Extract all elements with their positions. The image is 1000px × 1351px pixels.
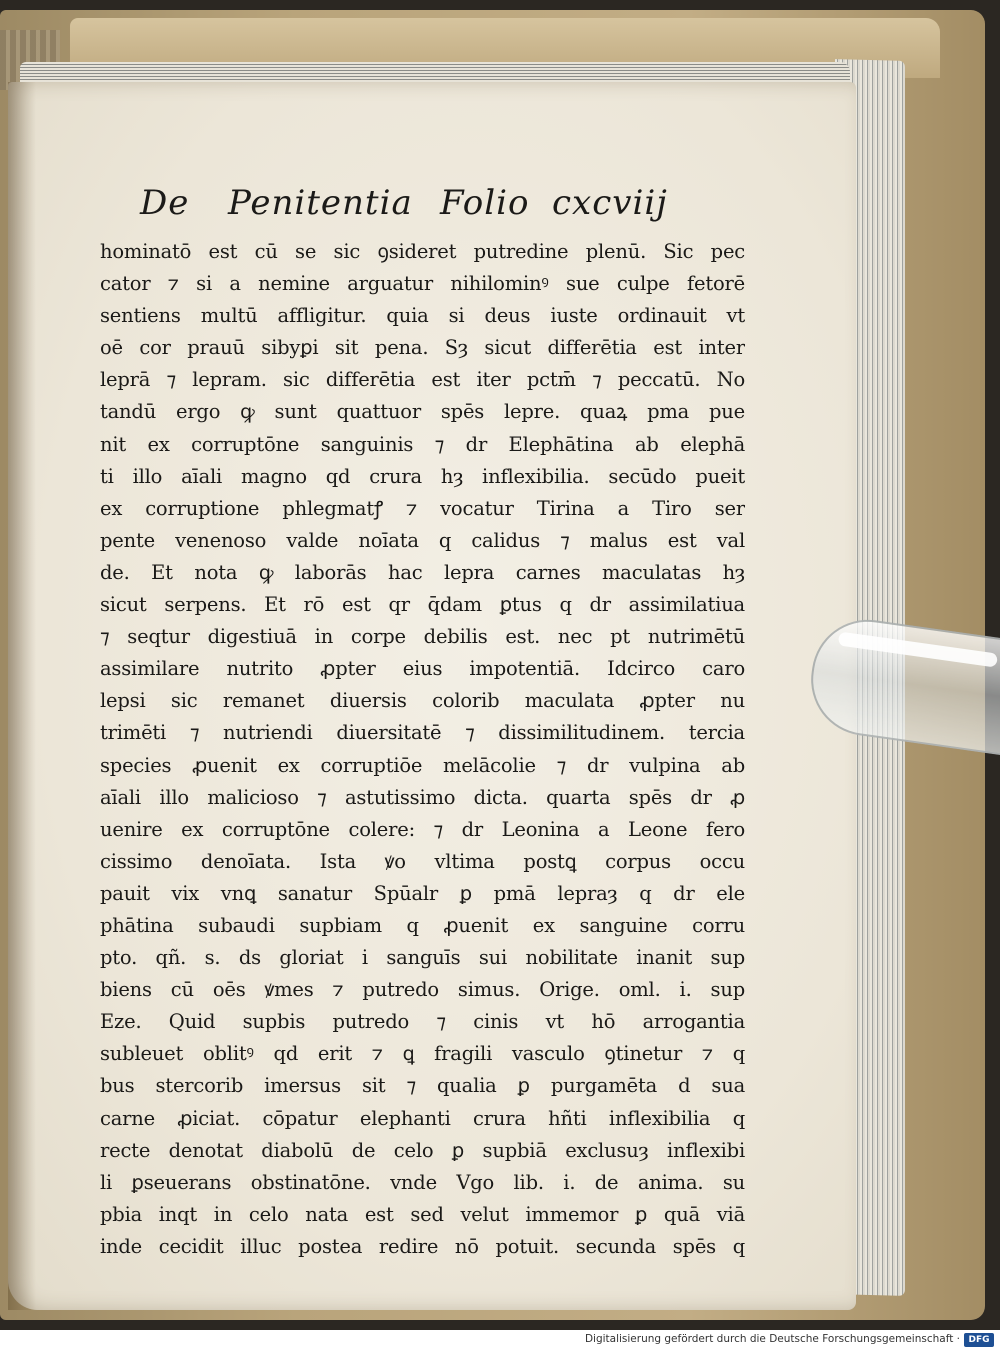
- footer-bar: [0, 1330, 1000, 1351]
- text-line: trimēti ⁊ nutriendi diuersitatē ⁊ dissimilitudinem. tercia: [100, 721, 745, 745]
- text-line: cissimo denoīata. Ista ꝟo vltima postꝗ corpus occu: [100, 849, 745, 873]
- text-line: pbia inqt in celo nata est sed velut immemor ꝑ quā viā: [100, 1202, 745, 1226]
- text-line: biens cū oēs ꝟmes ⁊ putredo simus. Orige. oml. i. sup: [100, 978, 745, 1002]
- text-line: leprā ⁊ lepram. sic differētia est iter pctm̄ ⁊ peccatū. No: [100, 368, 745, 392]
- digitization-credit: Digitalisierung gefördert durch die Deutsche Forschungsgemeinschaft ·: [584, 1333, 960, 1345]
- text-line: pto. qñ. s. ds gloriat i sanguīs sui nobilitate inanit sup: [100, 946, 745, 970]
- running-head-folio: Folio: [440, 183, 530, 223]
- text-line: li ꝑseuerans obstinatōne. vnde Vgo lib. i. de anima. su: [100, 1170, 745, 1194]
- text-line: lepsi sic remanet diuersis colorib maculata ꝓpter nu: [100, 689, 745, 713]
- text-line: inde cecidit illuc postea redire nō potuit. secunda spēs q: [100, 1234, 745, 1258]
- running-head: [140, 183, 700, 229]
- text-line: nit ex corruptōne sanguinis ⁊ dr Elephātina ab elephā: [100, 432, 745, 456]
- text-line: cator ⁊ si a nemine arguatur nihilominꝰ sue culpe fetorē: [100, 272, 745, 296]
- text-line: pauit vix vnꝗ sanatur Spūalr ꝑ pmā lepraȝ q dr ele: [100, 881, 745, 905]
- text-line: species ꝓuenit ex corruptiōe melācolie ⁊ dr vulpina ab: [100, 753, 745, 777]
- text-line: pente venenoso valde noīata q calidus ⁊ malus est val: [100, 528, 745, 552]
- text-line: ⁊ seqtur digestiuā in corpe debilis est. nec pt nutrimētū: [100, 625, 745, 649]
- text-line: subleuet oblitꝰ qd erit ⁊ ꝗ fragili vasculo ꝯtinetur ⁊ q: [100, 1042, 745, 1066]
- text-line: Eze. Quid supbis putredo ⁊ cinis vt hō arrogantia: [100, 1010, 745, 1034]
- text-line: assimilare nutrito ꝓpter eius impotentiā. Idcirco caro: [100, 657, 745, 681]
- text-line: sentiens multū affligitur. quia si deus iuste ordinauit vt: [100, 304, 745, 328]
- text-line: oē cor prauū sibyꝑi sit pena. Sȝ sicut differētia est inter: [100, 336, 745, 360]
- text-line: sicut serpens. Et rō est qr q̄dam ꝑtus q dr assimilatiua: [100, 593, 745, 617]
- running-head-folio-number: cxcviij: [552, 183, 668, 223]
- running-head-de: De: [140, 183, 190, 223]
- text-line: de. Et nota ꝙ laborās hac lepra carnes maculatas hȝ: [100, 560, 745, 584]
- text-line: bus stercorib imersus sit ⁊ qualia ꝑ purgamēta d sua: [100, 1074, 745, 1098]
- text-line: uenire ex corruptōne colere: ⁊ dr Leonina a Leone fero: [100, 817, 745, 841]
- body-text: [100, 236, 745, 1263]
- text-line: ti illo aīali magno qd crura hȝ inflexibilia. secūdo pueit: [100, 464, 745, 488]
- text-line: ex corruptione phlegmatꝭ ⁊ vocatur Tirina a Tiro ser: [100, 496, 745, 520]
- text-line: phātina subaudi supbiam q ꝓuenit ex sanguine corru: [100, 913, 745, 937]
- running-head-title: Penitentia: [228, 183, 413, 223]
- text-line: carne ꝓiciat. cōpatur elephanti crura hñti inflexibilia q: [100, 1106, 745, 1130]
- text-line: recte denotat diabolū de celo ꝑ supbiā exclusuȝ inflexibi: [100, 1138, 745, 1162]
- gutter-shadow: [8, 82, 36, 1310]
- text-line: hominatō est cū se sic ꝯsideret putredine plenū. Sic pec: [100, 240, 745, 263]
- text-line: tandū ergo ꝙ sunt quattuor spēs lepre. quaꝝ pma pue: [100, 400, 745, 424]
- text-line: aīali illo malicioso ⁊ astutissimo dicta. quarta spēs dr ꝓ: [100, 785, 745, 809]
- clip-highlight: [838, 631, 998, 667]
- dfg-logo: DFG: [964, 1333, 994, 1347]
